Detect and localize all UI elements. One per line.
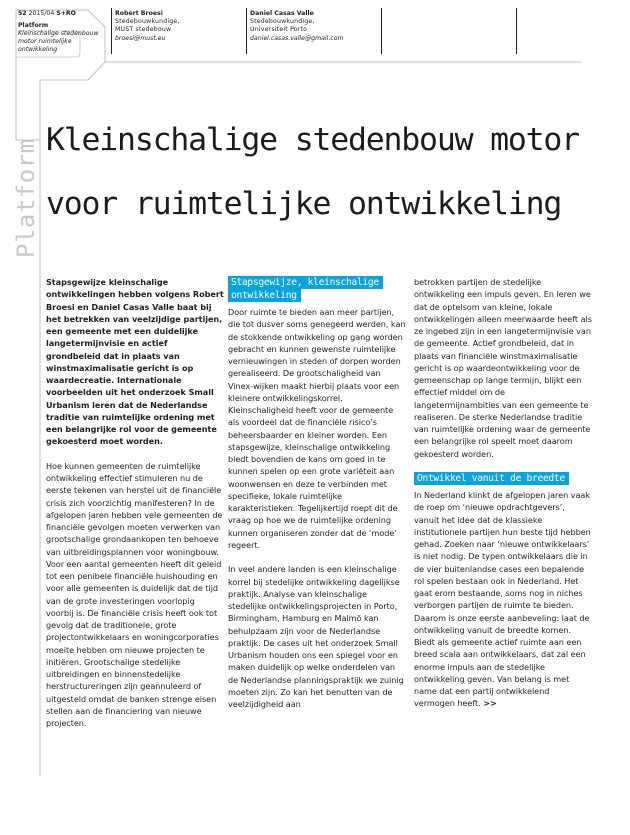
title-line-2: voor ruimtelijke ontwikkeling — [46, 186, 562, 222]
author-block — [250, 10, 344, 43]
title-line-1: Kleinschalige stedenbouw motor — [46, 122, 579, 158]
header-subtitle: Kleinschalige stedenbouw motor ruimtelijke ontwikkeling — [18, 30, 99, 53]
article-lead: Stapsgewijze kleinschalige ontwikkelingen hebben volgens Robert Broesi en Daniel Casas Valle baat bij het betrekken van veelzijdige partijen, een gemeente met een duidelijke langetermijnvisie en actief grondbeleid dat in plaats van winstmaximalisatie gericht is op waardecreatie. Internationale voorbeelden uit het onderzoek Small Urbanism leren dat de Nederlandse traditie van ruimtelijke ordening met een belangrijke rol voor de gemeente gekoesterd moet worden. — [46, 277, 224, 447]
author-email[interactable]: broesi@must.eu — [115, 34, 166, 42]
article-column-1 — [46, 276, 224, 742]
author-block — [115, 10, 180, 43]
column-divider — [381, 8, 382, 54]
section-2-paragraph-1 — [414, 489, 592, 710]
section-1-paragraph-2-continued: betrokken partijen de stedelijke ontwikkeling een impuls geven. En leren we dat de optelsom van kleine, lokale ontwikkelingen alleen meerwaarde heeft als ze ingebed zijn in een langetermijnvisie van de gemeente. Actief grondbeleid, dat in plaats van financiële winstmaximalisatie gericht is op waardeontwikkeling voor de gemeenschap op lange termijn, blijkt een effectief middel om de langetermijnambities van een gemeente te realiseren. De sterke Nederlandse traditie van ruimtelijke ordening waar de gemeente een belangrijke rol speelt moet daarom gekoesterd worden. — [414, 277, 592, 459]
section-1-paragraph-2: In veel andere landen is een kleinschalige korrel bij stedelijke ontwikkeling dagelijkse praktijk. Analyse van kleinschalige stedelijke ontwikkelingsprojecten in Porto, Birmingham, Hamburg en Malmö kan behulpzaam zijn voor de Nederlandse praktijk. De cases uit het onderzoek Small Urbanism houden ons een spiegel voor en maken duidelijk op welke onderdelen van de Nederlandse planningspraktijk we zuinig moeten zijn. Zo kan het benutten van de veelzijdigheid aan — [228, 564, 404, 709]
author-role: Stedebouwkundige, — [250, 18, 315, 26]
author-role: Stedebouwkundige, — [115, 18, 180, 26]
article-intro: Hoe kunnen gemeenten de ruimtelijke ontwikkeling effectief stimuleren nu de eerste tekenen van herstel uit de financiële crisis zich voorzichtig manifesteren? In de afgelopen jaren hebben vele gemeenten de financiële gevolgen moeten verwerken van grootschalige grondaankopen ten behoeve van uitbreidingsplannen voor woningbouw. Voor een aantal gemeenten heeft dit geleid tot een penibele financiële huishouding en voor alle gemeenten is duidelijk dat de tijd van de grote investeringen voorlopig voorbij is. De financiële crisis heeft ook tot gevolg dat de traditionele, grote projectontwikkelaars en woningcorporaties moeite hebben om nieuwe projecten te initiëren. Grootschalige stedelijke uitbreidingen en binnenstedelijke herstructureringen zijn geannuleerd of uitgesteld omdat de banken strenge eisen stellen aan de financiering van nieuwe projecten. — [46, 460, 223, 728]
sidebar-section-label: Platform — [12, 138, 40, 258]
section-heading-1 — [228, 276, 406, 302]
author-affiliation: Universiteit Porto — [250, 26, 308, 34]
article-column-2 — [228, 276, 406, 723]
section-1-paragraph-1: Door ruimte te bieden aan meer partijen, die tot dusver soms genegeerd werden, kan de stokkende ontwikkeling op gang worden gebracht en kunnen gewenste ruimtelijke vernieuwingen in steden of dorpen worden gerealiseerd. De grootschaligheid van Vinex-wijken maakt hierbij plaats voor een kleinere ontwikkelingskorrel. Kleinschaligheid heeft voor de gemeente als voordeel dat de financiële risico’s beheersbaarder en kleiner worden. Een stapsgewijze, kleinschalige ontwikkeling biedt bovendien de kans om goed in te kunnen spelen op een grote variëteit aan woonwensen en deze te verbinden met specifieke, lokale ruimtelijke karakteristieken. Tegelijkertijd roept dit de vraag op hoe we de ruimtelijke ordening kunnen organiseren zonder dat de ‘mode’ regeert. — [228, 307, 406, 550]
article-title — [46, 108, 579, 236]
author-affiliation: MUST stedebouw — [115, 26, 172, 34]
section-name: Platform — [18, 22, 49, 29]
column-divider — [516, 8, 517, 54]
section-heading-2-text: Ontwikkel vanuit de breedte — [414, 472, 569, 485]
section-heading-2 — [414, 472, 592, 485]
author-name: Robert Broesi — [115, 10, 163, 17]
article-column-3 — [414, 276, 592, 722]
author-name: Daniel Casas Valle — [250, 10, 314, 17]
issue-number: 2015/04 — [28, 10, 55, 17]
section-2-text: In Nederland klinkt de afgelopen jaren vaak de roep om ‘nieuwe opdrachtgevers’, vanuit het idee dat de klassieke institutionele partijen hun beste tijd hebben gehad. Zoeken naar ‘nieuwe ontwikkelaars’ is niet nodig. De typen ontwikkelaars die in de vier buitenlandse cases een bepalende rol spelen bestaan ook in Nederland. Het gaat erom bestaande, soms nog in niches verborgen partijen de ruimte te bieden. Daarom is onze eerste aanbeveling: laat de ontwikkeling vanuit de breedte komen. Biedt als gemeente actief ruimte aan een breed scala aan ontwikkelaars, dat zal een enorme impuls aan de stedelijke ontwikkeling geven. Van belang is met name dat een partij ontwikkelend vermogen heeft. — [414, 490, 591, 709]
column-divider — [111, 8, 112, 54]
page-number: 52 — [18, 10, 27, 17]
continue-marker: >> — [483, 698, 497, 709]
author-email[interactable]: daniel.casas.valle@gmail.com — [250, 34, 344, 42]
column-divider — [246, 8, 247, 54]
magazine-name: S+RO — [56, 10, 76, 17]
issue-line — [18, 10, 100, 18]
section-heading-1-text: Stapsgewijze, kleinschalige ontwikkeling — [228, 276, 383, 302]
header-meta — [18, 10, 100, 54]
